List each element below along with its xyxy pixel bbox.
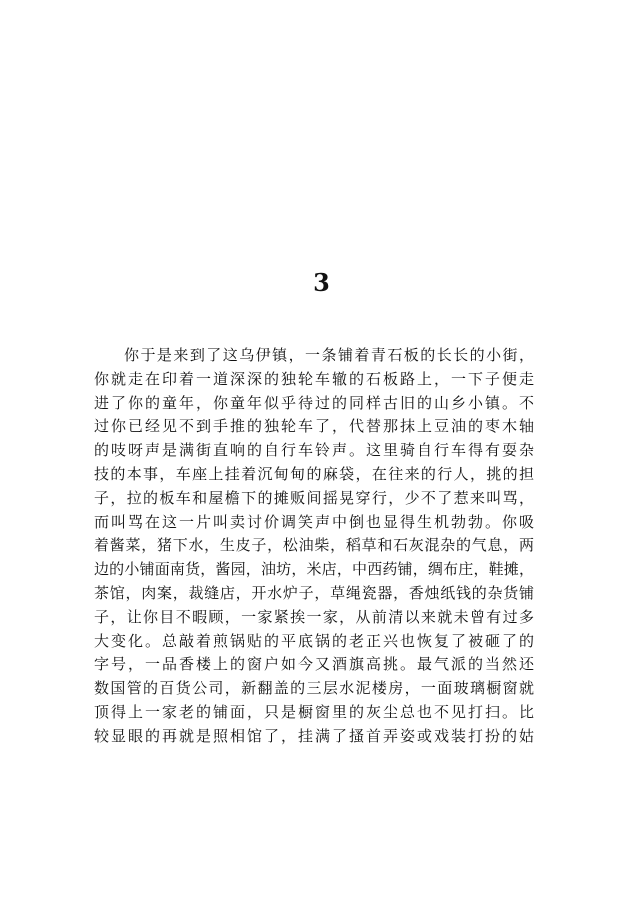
text-line: 你就走在印着一道深深的独轮车辙的石板路上，一下子便走: [94, 369, 534, 388]
text-line: 过你已经见不到手推的独轮车了，代替那抹上豆油的枣木轴: [94, 417, 534, 436]
text-line: 顶得上一家老的铺面，只是橱窗里的灰尘总也不见打扫。比: [94, 702, 534, 721]
text-line: 边的小铺面南货，酱园，油坊，米店，中西药铺，绸布庄，鞋摊，: [94, 560, 534, 579]
text-line: 而叫骂在这一片叫卖讨价调笑声中倒也显得生机勃勃。你吸: [94, 512, 534, 531]
text-line: 大变化。总敲着煎锅贴的平底锅的老正兴也恢复了被砸了的: [94, 631, 534, 650]
body-paragraph: [94, 344, 534, 749]
text-line: 茶馆，肉案，裁缝店，开水炉子，草绳瓷器，香烛纸钱的杂货铺: [94, 583, 534, 602]
text-line: 数国管的百货公司，新翻盖的三层水泥楼房，一面玻璃橱窗就: [94, 679, 534, 698]
text-line: 的吱呀声是满街直响的自行车铃声。这里骑自行车得有耍杂: [94, 441, 534, 460]
text-line: 着酱菜，猪下水，生皮子，松油柴，稻草和石灰混杂的气息，两: [94, 536, 534, 555]
text-line: 子，拉的板车和屋檐下的摊贩间摇晃穿行，少不了惹来叫骂，: [94, 488, 534, 507]
text-line: 较显眼的再就是照相馆了，挂满了搔首弄姿或戏装打扮的姑: [94, 726, 534, 745]
text-line: 你于是来到了这乌伊镇，一条铺着青石板的长长的小街，: [124, 346, 534, 364]
chapter-number: 3: [313, 268, 330, 297]
text-line: 子，让你目不暇顾，一家紧挨一家，从前清以来就未曾有过多: [94, 607, 534, 626]
text-line: 字号，一品香楼上的窗户如今又酒旗高挑。最气派的当然还: [94, 655, 534, 674]
text-line: 进了你的童年，你童年似乎待过的同样古旧的山乡小镇。不: [94, 393, 534, 412]
text-line: 技的本事，车座上挂着沉甸甸的麻袋，在往来的行人，挑的担: [94, 464, 534, 483]
